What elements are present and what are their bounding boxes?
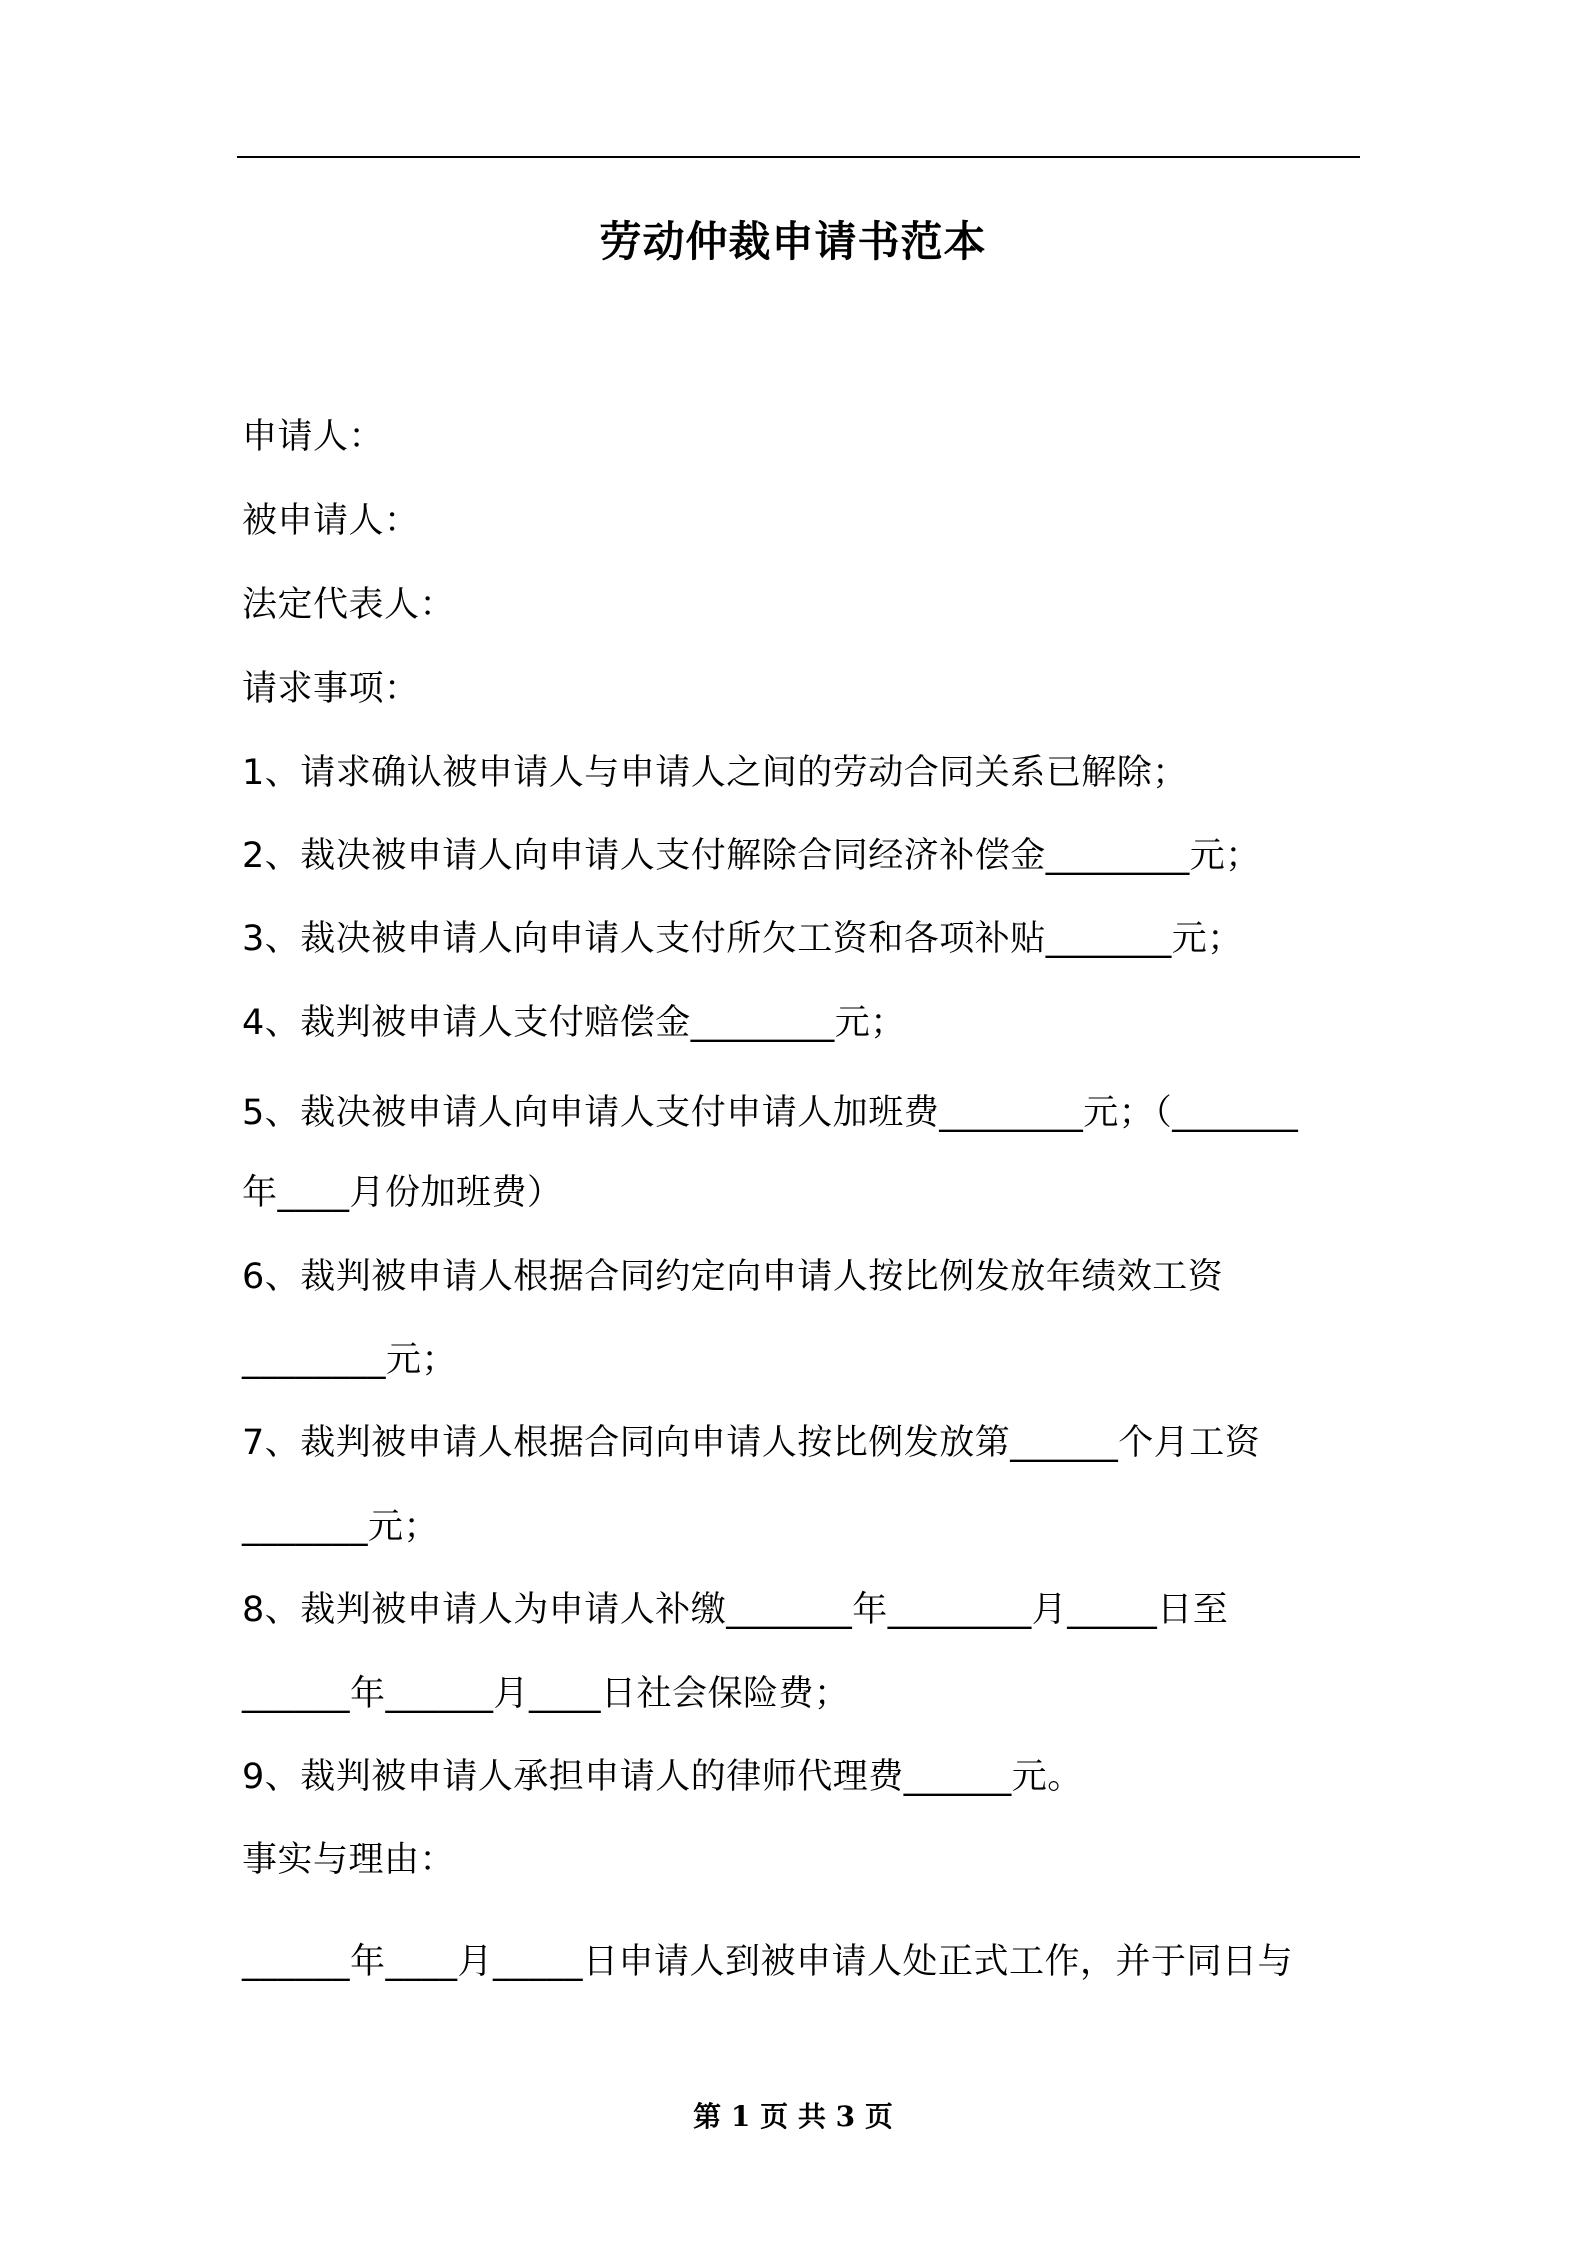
page-footer: 第 1 页 共 3 页 (693, 2100, 893, 2133)
claim-item-5: 5、裁决被申请人向申请人支付申请人加班费________元；（_______ (242, 1093, 1299, 1133)
claim-item-3: 3、裁决被申请人向申请人支付所欠工资和各项补贴_______元； (242, 919, 1243, 959)
claim-item-9: 9、裁判被申请人承担申请人的律师代理费______元。 (242, 1757, 1083, 1797)
claim-item-8-continued: ______年______月____日社会保险费； (242, 1674, 850, 1714)
claim-item-4: 4、裁判被申请人支付赔偿金________元； (242, 1003, 906, 1043)
claim-item-6-continued: ________元； (242, 1340, 458, 1380)
claim-item-7-continued: _______元； (242, 1507, 440, 1547)
claim-item-1: 1、请求确认被申请人与申请人之间的劳动合同关系已解除； (242, 753, 1188, 793)
claim-item-6: 6、裁判被申请人根据合同约定向申请人按比例发放年绩效工资 (242, 1257, 1224, 1297)
claim-item-8: 8、裁判被申请人为申请人补缴_______年________月_____日至 (242, 1590, 1229, 1630)
header-rule (237, 156, 1360, 158)
facts-heading: 事实与理由： (242, 1840, 456, 1880)
claim-item-7: 7、裁判被申请人根据合同向申请人按比例发放第______个月工资 (242, 1423, 1261, 1463)
respondent-label: 被申请人： (242, 501, 420, 541)
document-title: 劳动仲裁申请书范本 (599, 217, 987, 266)
claims-heading: 请求事项： (242, 669, 420, 709)
claim-item-2: 2、裁决被申请人向申请人支付解除合同经济补偿金________元； (242, 836, 1261, 876)
legal-representative-label: 法定代表人： (242, 585, 456, 625)
applicant-label: 申请人： (242, 417, 385, 457)
claim-item-5-continued: 年____月份加班费） (242, 1173, 563, 1213)
facts-paragraph: ______年____月_____日申请人到被申请人处正式工作，并于同日与 (242, 1942, 1294, 1982)
